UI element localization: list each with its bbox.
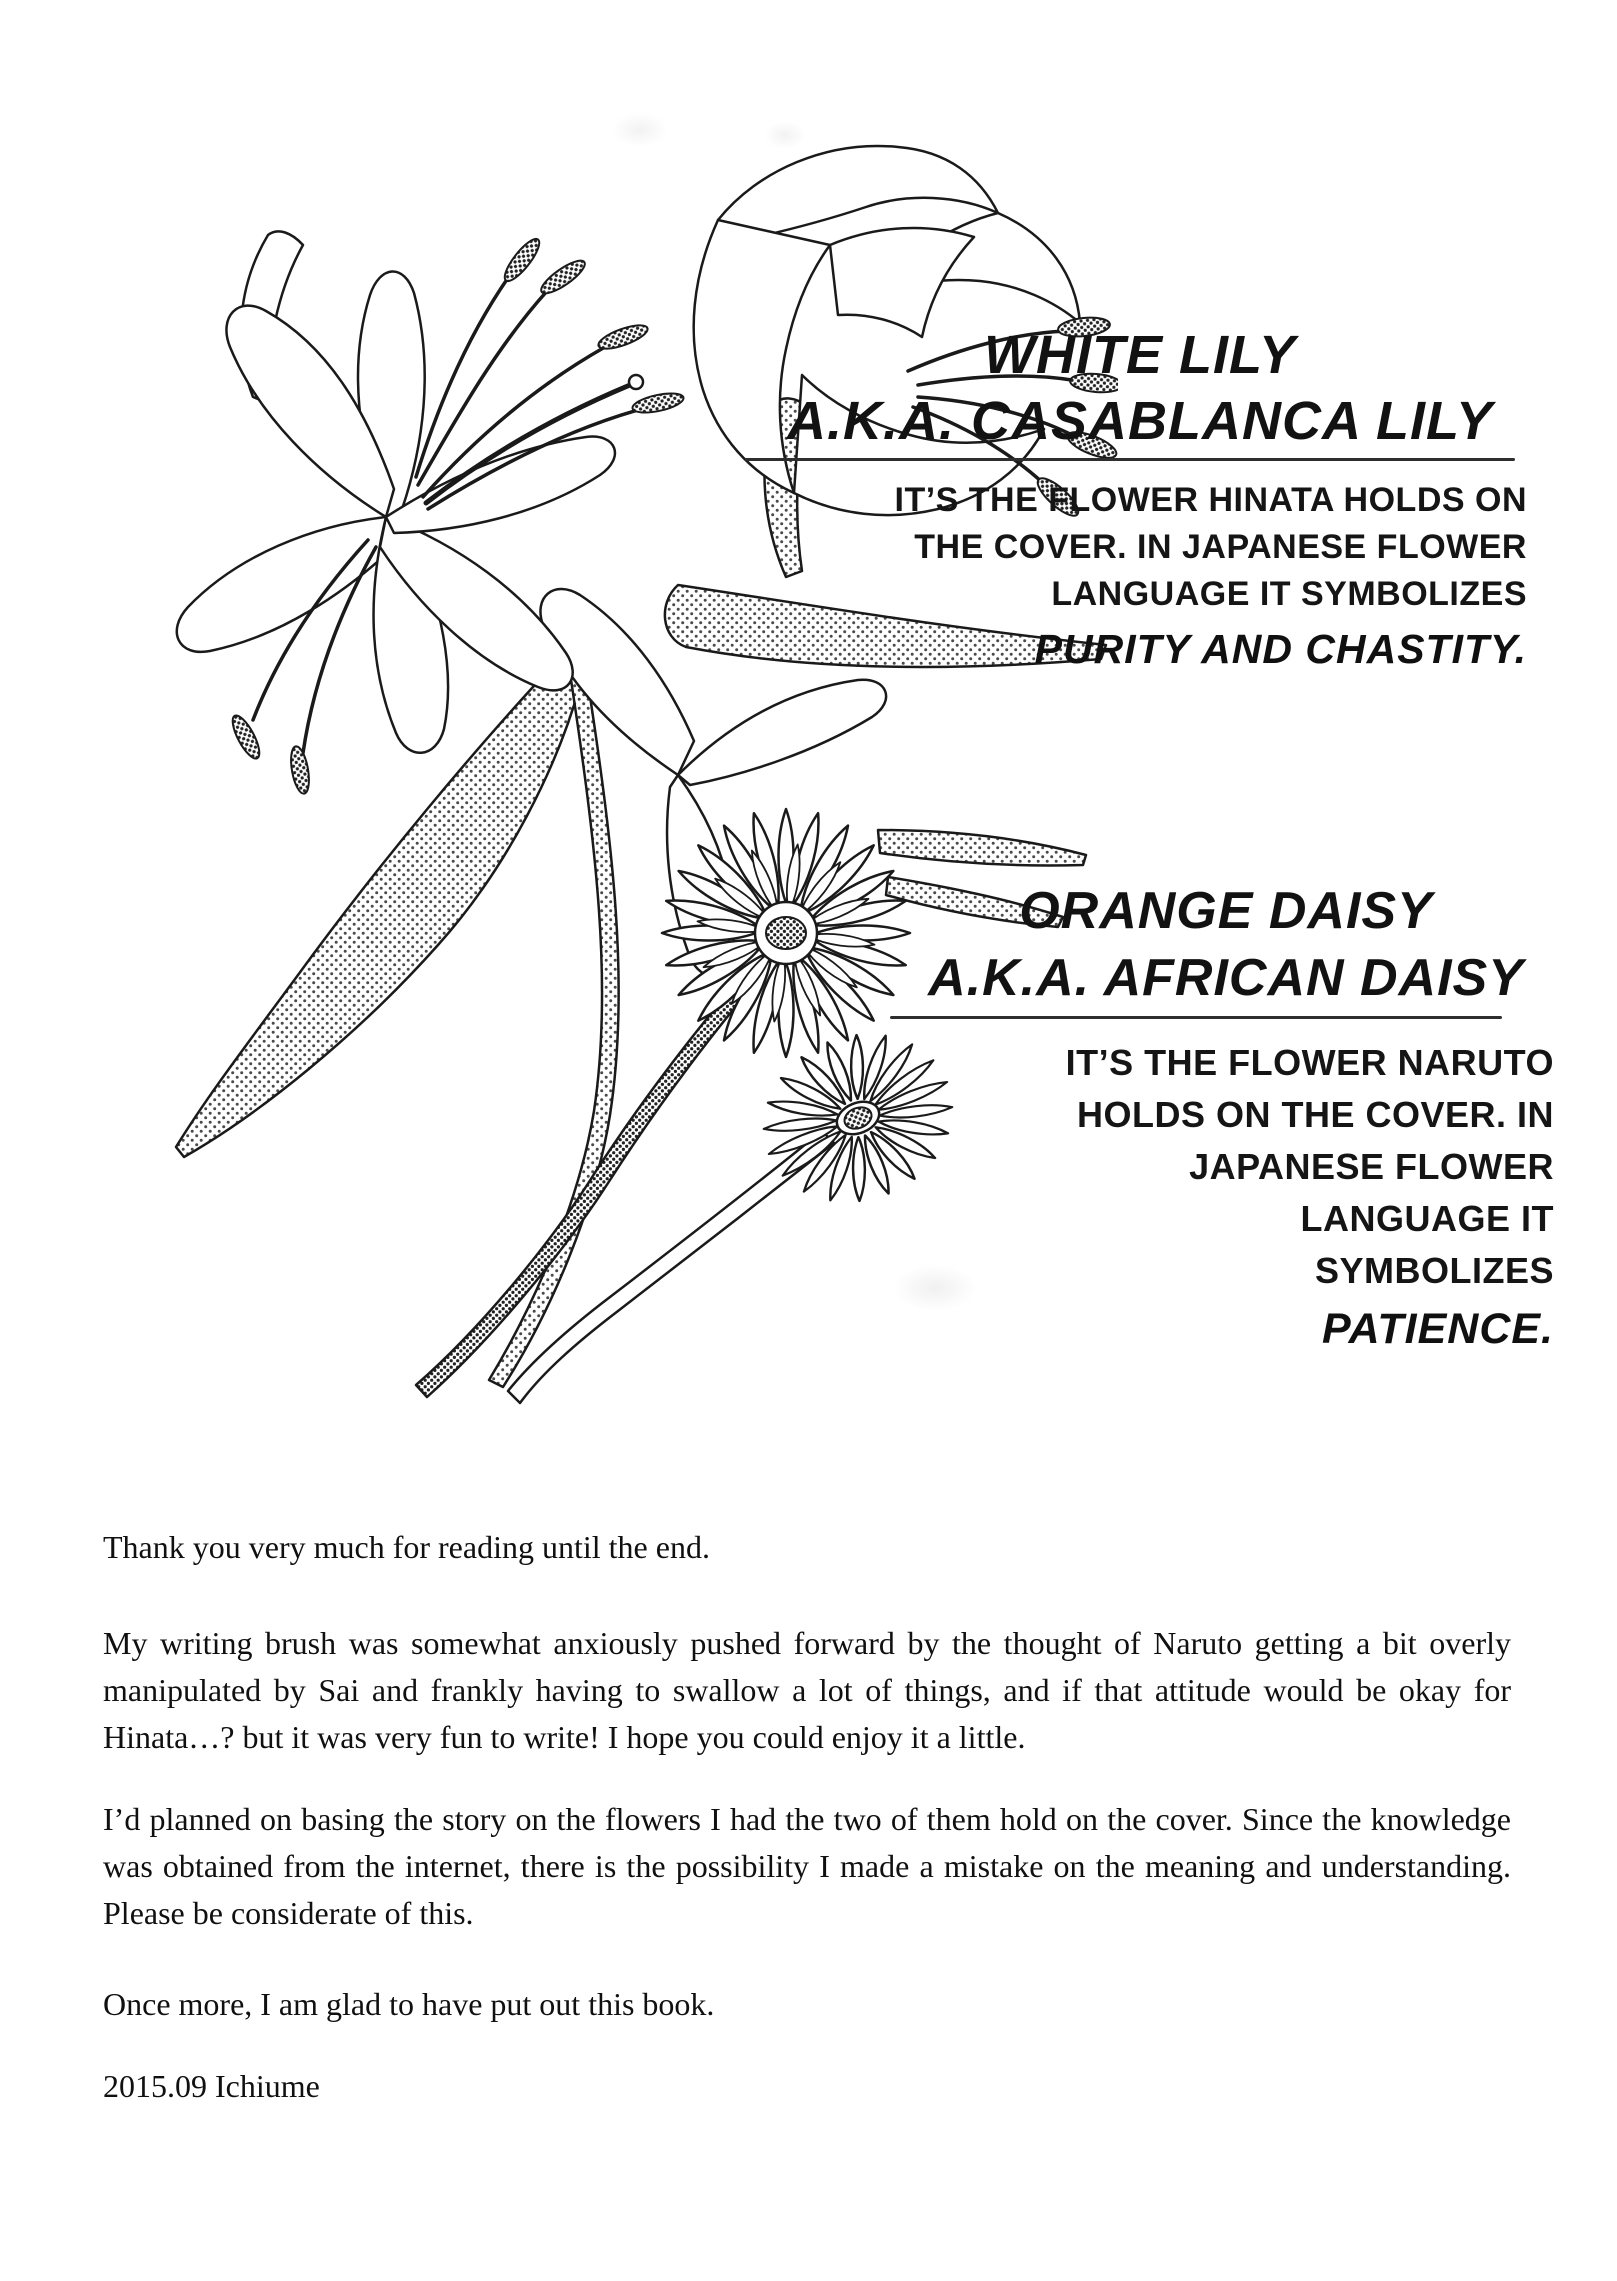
daisy-caption (880, 1019, 1572, 1297)
afterword-paragraph: My writing brush was somewhat anxiously pushed forward by the thought of Naruto getting a bit overly manipulated by Sai and frankly having to swallow a lot of things, and if that attitude would be okay for Hinata…? but it was very fun to write! I hope you could enjoy it a little. (103, 1625, 1511, 1755)
lily-caption-line: LANGUAGE IT SYMBOLIZES (1051, 575, 1527, 613)
daisy-caption-line: JAPANESE FLOWER (1189, 1146, 1554, 1187)
afterword-paragraph: I’d planned on basing the story on the flowers I had the two of them hold on the cover. Since the knowledge was obtained from the internet, there is the possibility I made a mistake on the meaning and understanding. Please be considerate of this. (103, 1801, 1511, 1931)
afterword-paragraph: Once more, I am glad to have put out this book. (103, 1986, 715, 2022)
daisy-meaning-emphasis: PATIENCE. (1322, 1305, 1554, 1353)
afterword-text (103, 1524, 1511, 2110)
daisy-caption-line: IT’S THE FLOWER NARUTO (1065, 1042, 1554, 1083)
white-lily-section (745, 322, 1535, 674)
lily-caption (745, 461, 1535, 618)
afterword-paragraph: Thank you very much for reading until the end. (103, 1529, 710, 1565)
daisy-caption-line: HOLDS ON THE COVER. IN (1076, 1094, 1554, 1135)
daisy-caption-line: LANGUAGE IT (1300, 1198, 1554, 1239)
lily-caption-line: IT’S THE FLOWER HINATA HOLDS ON (894, 481, 1527, 519)
author-signature: 2015.09 Ichiume (103, 2068, 320, 2104)
lily-title-line1: WHITE LILY (984, 325, 1296, 385)
lily-caption-line: THE COVER. IN JAPANESE FLOWER (914, 528, 1527, 566)
daisy-caption-line: SYMBOLIZES (1314, 1250, 1554, 1291)
orange-daisy-section (880, 878, 1572, 1355)
lily-meaning-emphasis: PURITY AND CHASTITY. (1034, 626, 1527, 672)
lily-title-line2: A.K.A. CASABLANCA LILY (787, 391, 1493, 451)
daisy-title-line1: ORANGE DAISY (1019, 882, 1433, 940)
daisy-title-line2: A.K.A. AFRICAN DAISY (928, 949, 1524, 1007)
